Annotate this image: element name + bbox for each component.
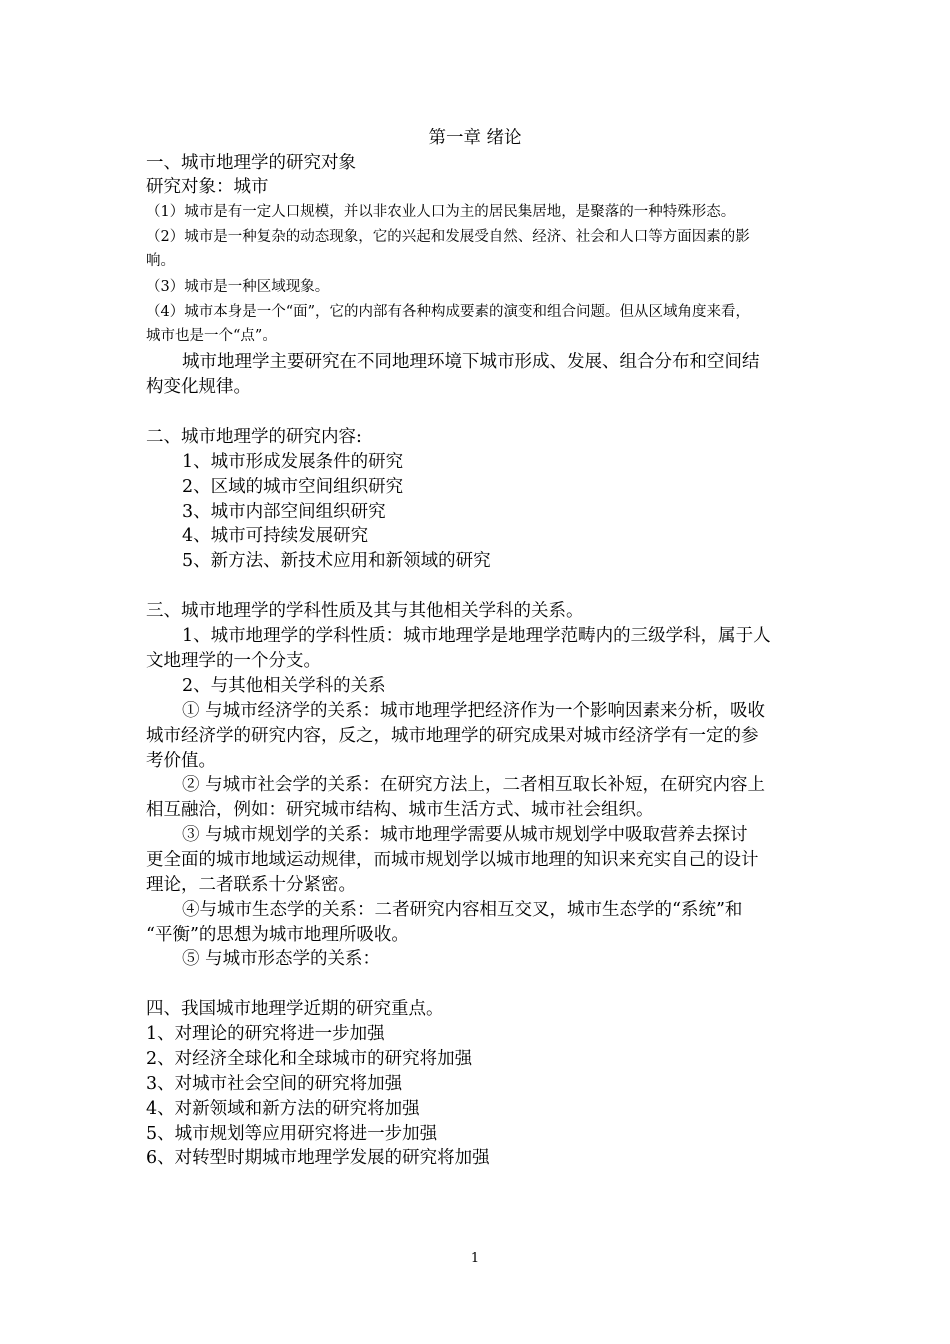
relation-planning-line-3: 理论，二者联系十分紧密。 xyxy=(146,875,356,895)
focus-item: 3、对城市社会空间的研究将加强 xyxy=(146,1074,403,1094)
nature-line-1: 1、城市地理学的学科性质：城市地理学是地理学范畴内的三级学科，属于人 xyxy=(182,626,771,646)
relations-heading: 2、与其他相关学科的关系 xyxy=(182,676,386,696)
research-object-line: 研究对象：城市 xyxy=(146,177,269,197)
content-item: 2、区域的城市空间组织研究 xyxy=(182,477,404,497)
relation-economics-line-1: ① 与城市经济学的关系：城市地理学把经济作为一个影响因素来分析，吸收 xyxy=(182,701,766,721)
content-item: 1、城市形成发展条件的研究 xyxy=(182,452,404,472)
relation-ecology-line-2: “平衡”的思想为城市地理所吸收。 xyxy=(146,925,409,945)
focus-item: 6、对转型时期城市地理学发展的研究将加强 xyxy=(146,1148,490,1168)
content-item: 4、城市可持续发展研究 xyxy=(182,526,369,546)
definition-1: （1）城市是有一定人口规模，并以非农业人口为主的居民集居地，是聚落的一种特殊形态。 xyxy=(146,204,736,220)
focus-item: 5、城市规划等应用研究将进一步加强 xyxy=(146,1124,438,1144)
definition-4-line-1: （4）城市本身是一个“面”，它的内部有各种构成要素的演变和组合问题。但从区域角度来看， xyxy=(146,304,751,320)
section-3-heading: 三、城市地理学的学科性质及其与其他相关学科的关系。 xyxy=(146,601,584,621)
section-2-heading: 二、城市地理学的研究内容: xyxy=(146,427,362,447)
relation-planning-line-1: ③ 与城市规划学的关系：城市地理学需要从城市规划学中吸取营养去探讨 xyxy=(182,825,748,845)
focus-item: 4、对新领域和新方法的研究将加强 xyxy=(146,1099,420,1119)
chapter-title: 第一章 绪论 xyxy=(428,128,522,148)
summary-line-1: 城市地理学主要研究在不同地理环境下城市形成、发展、组合分布和空间结 xyxy=(182,352,760,372)
relation-sociology-line-1: ② 与城市社会学的关系：在研究方法上，二者相互取长补短，在研究内容上 xyxy=(182,775,766,795)
definition-2-line-2: 响。 xyxy=(146,253,175,269)
relation-planning-line-2: 更全面的城市地域运动规律，而城市规划学以城市地理的知识来充实自己的设计 xyxy=(146,850,759,870)
nature-line-2: 文地理学的一个分支。 xyxy=(146,651,321,671)
focus-item: 1、对理论的研究将进一步加强 xyxy=(146,1024,385,1044)
relation-sociology-line-2: 相互融洽，例如：研究城市结构、城市生活方式、城市社会组织。 xyxy=(146,800,654,820)
relation-ecology-line-1: ④与城市生态学的关系：二者研究内容相互交叉，城市生态学的“系统”和 xyxy=(182,900,743,920)
relation-economics-line-2: 城市经济学的研究内容，反之，城市地理学的研究成果对城市经济学有一定的参 xyxy=(146,726,759,746)
section-1-heading: 一、城市地理学的研究对象 xyxy=(146,153,356,173)
relation-morphology: ⑤ 与城市形态学的关系： xyxy=(182,949,381,969)
definition-2-line-1: （2）城市是一种复杂的动态现象，它的兴起和发展受自然、经济、社会和人口等方面因素的影 xyxy=(146,229,750,245)
relation-economics-line-3: 考价值。 xyxy=(146,751,216,771)
definition-4-line-2: 城市也是一个“点”。 xyxy=(146,328,277,344)
page-number: 1 xyxy=(470,1251,480,1266)
focus-item: 2、对经济全球化和全球城市的研究将加强 xyxy=(146,1049,473,1069)
summary-line-2: 构变化规律。 xyxy=(146,377,251,397)
definition-3: （3）城市是一种区域现象。 xyxy=(146,279,330,295)
content-item: 5、新方法、新技术应用和新领域的研究 xyxy=(182,551,491,571)
content-item: 3、城市内部空间组织研究 xyxy=(182,502,386,522)
section-4-heading: 四、我国城市地理学近期的研究重点。 xyxy=(146,999,444,1019)
